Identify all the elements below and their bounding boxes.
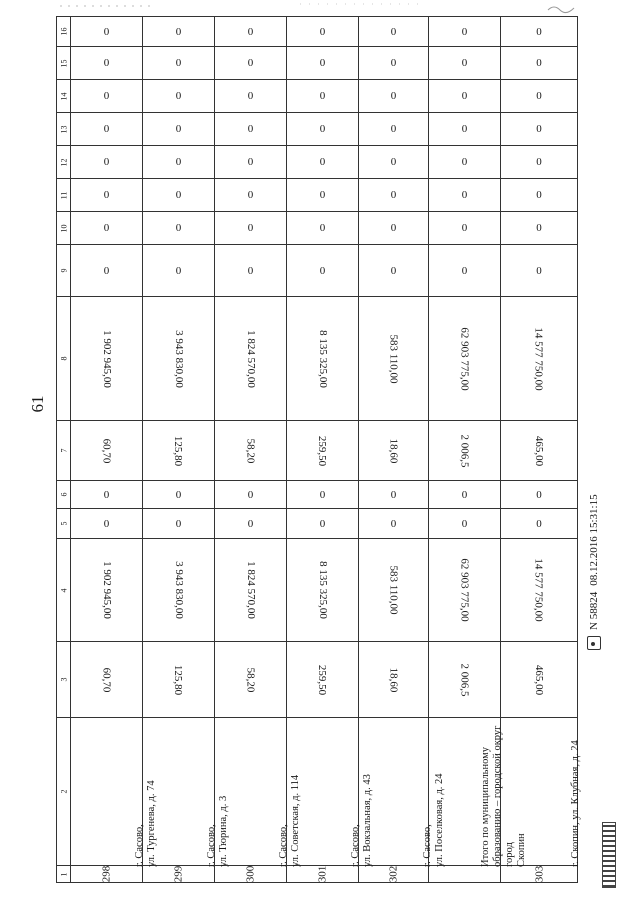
table-cell [501, 80, 578, 113]
address-text: г. Сасово, ул. Тюрина, д. 3 [206, 795, 229, 867]
cell-value: 0 [536, 222, 542, 234]
table-cell [287, 146, 359, 179]
cell-value: 2 006,5 [458, 434, 471, 467]
table-row-col-10 [57, 212, 578, 245]
cell-value: 2 006,5 [458, 663, 471, 696]
cell-value: 583 110,00 [387, 565, 400, 615]
cell-value: 0 [247, 57, 254, 69]
cell-value: 0 [247, 488, 254, 501]
table-cell [429, 718, 527, 867]
table-cell [359, 17, 429, 47]
cell-value: 0 [461, 517, 468, 530]
cell-value: 0 [461, 90, 468, 102]
cell-value: 0 [319, 90, 326, 102]
table-cell [71, 212, 143, 245]
table-cell [215, 47, 287, 80]
cell-value: 0 [247, 90, 254, 102]
table-cell [501, 718, 581, 867]
table-cell [287, 179, 359, 212]
table-cell [359, 297, 429, 421]
table-cell [215, 421, 287, 481]
cell-value: 0 [536, 123, 542, 135]
table-cell [501, 179, 578, 212]
table-row-col-14 [57, 80, 578, 113]
table-cell [501, 421, 578, 481]
cell-value: 0 [536, 90, 542, 102]
cell-value: 0 [319, 25, 326, 38]
table-cell [287, 80, 359, 113]
table-row-col-3 [57, 642, 578, 718]
table-cell [71, 509, 143, 539]
cell-value: 0 [319, 488, 326, 501]
cell-value: 0 [175, 90, 182, 102]
cell-value: 0 [461, 156, 468, 168]
table-cell [143, 297, 215, 421]
cell-value: 0 [247, 156, 254, 168]
cell-value: 0 [175, 488, 182, 501]
table-cell [143, 17, 215, 47]
cell-value: 0 [103, 156, 110, 168]
table-cell [71, 539, 143, 642]
cell-value: 14 577 750,00 [533, 558, 545, 622]
table-cell [501, 509, 578, 539]
table-body [57, 17, 581, 883]
cell-value: 1 902 945,00 [100, 561, 113, 619]
table-row-col-1 [57, 866, 578, 883]
cell-value: 1 824 570,00 [244, 329, 257, 388]
row-number: 300 [244, 865, 257, 883]
cell-value: 0 [103, 488, 110, 501]
column-number-label: 16 [59, 27, 68, 36]
cell-value: 125,80 [172, 664, 185, 695]
row-number: 302 [387, 865, 400, 883]
cell-value: 0 [319, 517, 326, 530]
cell-value: 0 [103, 123, 110, 135]
column-number-5 [57, 509, 71, 539]
cell-value: 0 [390, 25, 397, 38]
cell-value: 0 [536, 156, 542, 168]
cell-value: 62 903 775,00 [458, 326, 471, 391]
column-number-label: 13 [59, 125, 68, 133]
table-cell [359, 47, 429, 80]
table-cell [501, 113, 578, 146]
column-number-9 [57, 245, 71, 297]
column-number-15 [57, 47, 71, 80]
table-cell [359, 509, 429, 539]
cell-value: 0 [247, 123, 254, 135]
table-cell [215, 509, 287, 539]
footer-stamp-line [585, 420, 603, 650]
table-cell [429, 297, 501, 421]
cell-value: 0 [175, 156, 182, 168]
table-row-col-8 [57, 297, 578, 421]
table-cell [71, 47, 143, 80]
cell-value: 62 903 775,00 [458, 558, 471, 622]
table-cell [143, 866, 215, 883]
cell-value: 0 [461, 222, 468, 234]
column-number-label: 7 [59, 448, 68, 453]
table-cell [359, 718, 445, 867]
cell-value: 0 [103, 264, 110, 277]
table-cell [501, 212, 578, 245]
cell-value: 3 943 830,00 [172, 561, 185, 619]
column-number-label: 8 [59, 356, 68, 361]
cell-value: 18,60 [387, 667, 400, 692]
cell-value: 0 [175, 25, 182, 38]
table-cell [215, 481, 287, 509]
column-number-8 [57, 297, 71, 421]
column-number-label: 4 [59, 588, 68, 592]
scan-top-edge [0, 0, 640, 14]
cell-value: 0 [103, 517, 110, 530]
cell-value: 60,70 [100, 667, 113, 692]
cell-value: 0 [175, 189, 182, 201]
table-row-col-9 [57, 245, 578, 297]
table-cell [71, 80, 143, 113]
table-row-col-13 [57, 113, 578, 146]
table-cell [501, 146, 578, 179]
table-cell [143, 642, 215, 718]
cell-value: 0 [536, 517, 542, 530]
column-number-label: 10 [59, 224, 68, 232]
table-cell [359, 245, 429, 297]
table-cell [215, 245, 287, 297]
column-number-label: 5 [59, 521, 68, 526]
table-cell [501, 245, 578, 297]
column-number-label: 15 [59, 59, 68, 67]
cell-value: 0 [461, 57, 468, 69]
table-cell [71, 113, 143, 146]
table-cell [287, 642, 359, 718]
cell-value: 0 [461, 264, 468, 277]
column-number-14 [57, 80, 71, 113]
cell-value: 0 [390, 156, 397, 168]
table-cell [143, 509, 215, 539]
cell-value: 0 [247, 264, 254, 277]
cell-value: 0 [319, 156, 326, 168]
cell-value: 0 [461, 123, 468, 135]
cell-value: 259,50 [316, 664, 329, 695]
table-cell [359, 146, 429, 179]
table-cell [71, 146, 143, 179]
cell-value: 0 [536, 57, 542, 69]
cell-value: 58,20 [244, 667, 257, 692]
table-cell [71, 481, 143, 509]
table-cell [429, 212, 501, 245]
cell-value: 0 [103, 189, 110, 201]
table-cell [71, 718, 157, 867]
cell-value: 0 [319, 189, 326, 201]
cell-value: 0 [175, 57, 182, 69]
table-cell [215, 146, 287, 179]
table-cell [429, 17, 501, 47]
cell-value: 0 [175, 222, 182, 234]
table-cell [429, 245, 501, 297]
table-cell [501, 297, 578, 421]
table-cell [429, 481, 501, 509]
cell-value: 18,60 [387, 438, 400, 463]
table-cell [287, 509, 359, 539]
table-cell [143, 421, 215, 481]
table-cell [215, 642, 287, 718]
table-cell [215, 297, 287, 421]
table-cell [359, 481, 429, 509]
cell-value: 0 [103, 222, 110, 234]
table-cell [215, 212, 287, 245]
cell-value: 0 [390, 517, 397, 530]
barcode-strip [602, 822, 616, 888]
table-row-col-12 [57, 146, 578, 179]
cell-value: 0 [319, 264, 326, 277]
table-cell [143, 113, 215, 146]
table-cell [359, 179, 429, 212]
cell-value: 0 [536, 189, 542, 201]
cell-value: 465,00 [533, 435, 545, 466]
table-cell [501, 642, 578, 718]
page-number: 61 [28, 395, 47, 413]
table-row-col-2 [57, 718, 578, 866]
column-number-16 [57, 17, 71, 47]
cell-value: 0 [247, 25, 254, 38]
table-cell [287, 17, 359, 47]
cell-value: 583 110,00 [387, 333, 400, 384]
cell-value: 0 [461, 25, 468, 38]
cell-value: 0 [390, 123, 397, 135]
table-cell [215, 80, 287, 113]
column-number-label: 9 [59, 268, 68, 273]
cell-value: 0 [390, 90, 397, 102]
cell-value: 0 [536, 488, 542, 501]
table-cell [215, 866, 287, 883]
table-row-col-16 [57, 17, 578, 47]
column-number-10 [57, 212, 71, 245]
cell-value: 0 [247, 517, 254, 530]
cell-value: 0 [175, 123, 182, 135]
table-cell [287, 866, 359, 883]
cell-value: 0 [103, 90, 110, 102]
table-row-col-7 [57, 421, 578, 481]
table-cell [501, 539, 578, 642]
cell-value: 8 135 325,00 [316, 329, 329, 388]
column-number-6 [57, 481, 71, 509]
column-number-11 [57, 179, 71, 212]
column-number-label: 14 [59, 92, 68, 100]
table-cell [287, 718, 373, 867]
footer-timestamp: 08.12.2016 15:31:15 [588, 494, 600, 586]
table-cell [143, 718, 229, 867]
table-cell [215, 718, 301, 867]
table-cell [143, 47, 215, 80]
cell-value: 0 [175, 517, 182, 530]
cell-value: 1 824 570,00 [244, 561, 257, 619]
table-cell [71, 297, 143, 421]
table-cell [429, 113, 501, 146]
table-cell [359, 866, 429, 883]
cell-value: 0 [319, 57, 326, 69]
table-cell [71, 17, 143, 47]
column-number-7 [57, 421, 71, 481]
column-number-12 [57, 146, 71, 179]
cell-value: 0 [103, 25, 110, 38]
table-cell [143, 212, 215, 245]
cell-value: 58,20 [244, 438, 257, 463]
cell-value: 0 [175, 264, 182, 277]
cell-value: 0 [390, 488, 397, 501]
table-cell [429, 509, 501, 539]
table-cell [287, 481, 359, 509]
cell-value: 0 [103, 57, 110, 69]
table-row-col-11 [57, 179, 578, 212]
table-row-col-5 [57, 509, 578, 539]
table-cell [71, 245, 143, 297]
table-cell [359, 80, 429, 113]
register-table [56, 16, 581, 883]
row-number: 299 [172, 865, 185, 883]
address-text: г. Сасово, ул. Вокзальная, д. 43 [350, 773, 373, 867]
table-cell [501, 17, 578, 47]
cell-value: 259,50 [316, 435, 329, 466]
table-cell [287, 113, 359, 146]
table-cell [501, 47, 578, 80]
table-cell [359, 421, 429, 481]
cell-value: 60,70 [100, 438, 113, 463]
column-number-label: 3 [59, 677, 68, 682]
table-cell [429, 642, 501, 718]
table-cell [429, 539, 501, 642]
cell-value: 0 [536, 25, 542, 38]
cell-value: 0 [390, 264, 397, 277]
address-text: Итого по муниципальному образованию – городской округ город Скопин [480, 725, 527, 867]
table-cell [143, 146, 215, 179]
column-number-label: 11 [58, 191, 68, 199]
register-table-wrap [56, 16, 581, 883]
column-number-2 [57, 718, 71, 866]
cell-value: 0 [461, 488, 468, 501]
table-cell [359, 642, 429, 718]
row-number: 298 [100, 865, 113, 883]
table-cell [215, 539, 287, 642]
table-cell [143, 80, 215, 113]
table-cell [215, 179, 287, 212]
table-cell [429, 47, 501, 80]
scan-dust-marks [0, 0, 640, 14]
column-number-1 [57, 866, 71, 883]
table-cell [143, 539, 215, 642]
cell-value: 0 [390, 57, 397, 69]
table-cell [143, 179, 215, 212]
cell-value: 14 577 750,00 [533, 326, 545, 391]
column-number-label: 6 [59, 492, 68, 497]
table-cell [215, 113, 287, 146]
column-number-label: 12 [59, 158, 68, 166]
table-cell [501, 866, 578, 883]
column-number-label: 2 [59, 789, 68, 794]
table-cell [287, 212, 359, 245]
table-cell [287, 539, 359, 642]
table-cell [359, 212, 429, 245]
cell-value: 125,80 [172, 435, 185, 466]
address-text: г. Скопин, ул. Клубная, д. 24 [570, 740, 581, 867]
table-cell [429, 179, 501, 212]
cell-value: 3 943 830,00 [172, 329, 185, 388]
table-cell [359, 539, 429, 642]
cell-value: 465,00 [533, 664, 545, 695]
column-number-label: 1 [59, 872, 68, 876]
cell-value: 0 [390, 222, 397, 234]
cell-value: 8 135 325,00 [316, 561, 329, 619]
table-cell [287, 245, 359, 297]
cell-value: 0 [247, 189, 254, 201]
table-cell [215, 17, 287, 47]
table-cell [71, 179, 143, 212]
column-number-4 [57, 539, 71, 642]
table-cell [287, 47, 359, 80]
document-logo-icon [587, 636, 601, 650]
table-cell [429, 80, 501, 113]
cell-value: 0 [319, 222, 326, 234]
address-text: г. Сасово, ул. Советская, д. 114 [278, 774, 301, 867]
footer-doc-id: N 58824 [588, 591, 600, 630]
cell-value: 0 [536, 264, 542, 277]
table-cell [71, 866, 143, 883]
table-row-col-6 [57, 481, 578, 509]
table-row-col-4 [57, 539, 578, 642]
cell-value: 0 [247, 222, 254, 234]
table-cell [143, 245, 215, 297]
cell-value: 0 [390, 189, 397, 201]
address-text: г. Сасово, ул. Тургенева, д. 74 [134, 779, 157, 867]
table-cell [287, 421, 359, 481]
table-cell [429, 146, 501, 179]
address-text: г. Сасово, ул. Поселковая, д. 24 [422, 772, 445, 867]
cell-value: 0 [319, 123, 326, 135]
table-cell [71, 421, 143, 481]
cell-value: 1 902 945,00 [100, 329, 113, 388]
row-number: 303 [533, 865, 545, 883]
table-cell [71, 642, 143, 718]
cell-value: 0 [461, 189, 468, 201]
table-cell [359, 113, 429, 146]
table-cell [287, 297, 359, 421]
column-number-13 [57, 113, 71, 146]
table-cell [429, 866, 501, 883]
table-row-col-15 [57, 47, 578, 80]
column-number-3 [57, 642, 71, 718]
row-number: 301 [316, 865, 329, 883]
table-cell [429, 421, 501, 481]
table-cell [143, 481, 215, 509]
table-cell [501, 481, 578, 509]
